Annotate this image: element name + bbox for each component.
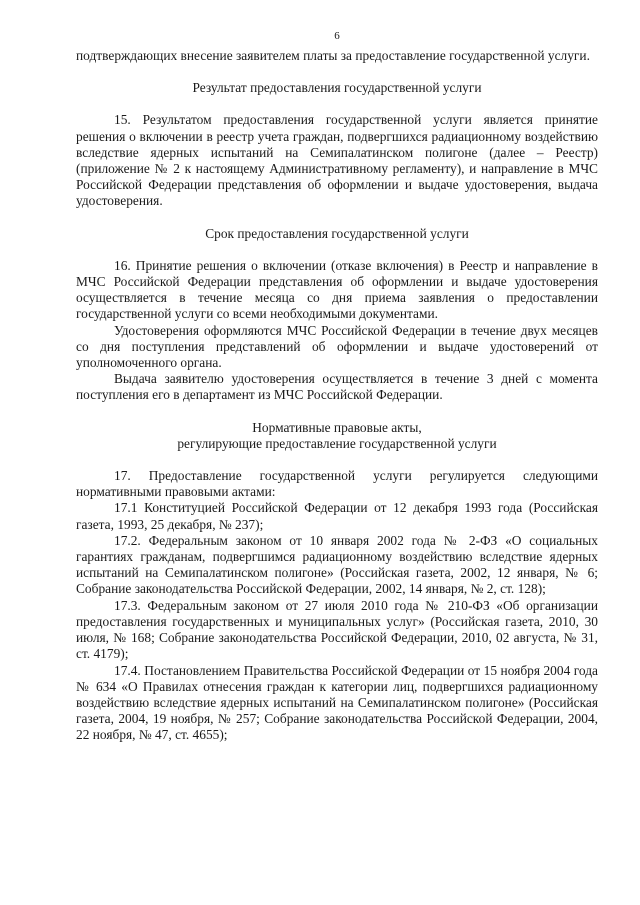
page-number: 6 <box>334 30 340 42</box>
paragraph-17-1: 17.1 Конституцией Российской Федерации от 12 декабря 1993 года (Российская газета, 1993, 25 декабря, № 237); <box>76 500 598 532</box>
heading-term: Срок предоставления государственной услуги <box>205 225 469 241</box>
heading-result: Результат предоставления государственной услуги <box>192 80 482 96</box>
paragraph-17-3: 17.3. Федеральным законом от 27 июля 2010 года № 210-ФЗ «Об организации предоставления государственных и муниципальных услуг» (Российская газета, 2010, 30 июля, № 168; Собрание законодательства Российской Федерации, 2010, 02 августа, № 31, ст. 4179); <box>76 597 598 662</box>
intro-continuation: подтверждающих внесение заявителем платы за предоставление государственной услуги. <box>76 48 590 63</box>
document-body <box>76 48 598 744</box>
heading-legal-acts-line2: регулирующие предоставление государственной услуги <box>177 435 497 451</box>
paragraph-16: 16. Принятие решения о включении (отказе включения) в Реестр и направление в МЧС Российской Федерации представления об оформлении и выдаче удостоверения осуществляется в течение месяца со дня приема заявления о предоставлении государственной услуги со всеми необходимыми документами. <box>76 257 598 322</box>
paragraph-16-issuance: Удостоверения оформляются МЧС Российской Федерации в течение двух месяцев со дня поступления представлений об оформлении и выдаче удостоверений от уполномоченного органа. <box>76 322 598 371</box>
document-page <box>76 0 598 905</box>
paragraph-16-delivery: Выдача заявителю удостоверения осуществляется в течение 3 дней с момента поступления его в департамент из МЧС Российской Федерации. <box>76 371 598 403</box>
heading-legal-acts <box>76 420 598 452</box>
paragraph-15: 15. Результатом предоставления государственной услуги является принятие решения о включении в реестр учета граждан, подвергшихся радиационному воздействию вследствие ядерных испытаний на Семипалатинском полигоне (далее – Реестр) (приложение № 2 к настоящему Административному регламенту), и направление в МЧС Российской Федерации представления об оформлении и выдаче удостоверения, выдача удостоверения. <box>76 112 598 209</box>
paragraph-17: 17. Предоставление государственной услуги регулируется следующими нормативными правовыми актами: <box>76 468 598 500</box>
paragraph-17-2: 17.2. Федеральным законом от 10 января 2002 года № 2-ФЗ «О социальных гарантиях гражданам, подвергшимся радиационному воздействию вследствие ядерных испытаний на Семипалатинском полигоне» (Российская газета, 2002, 12 января, № 6; Собрание законодательства Российской Федерации, 2002, 14 января, № 2, ст. 128); <box>76 532 598 597</box>
paragraph-17-4: 17.4. Постановлением Правительства Российской Федерации от 15 ноября 2004 года № 634 «О Правилах отнесения граждан к категории лиц, подвергшихся радиационному воздействию вследствие ядерных испытаний на Семипалатинском полигоне» (Российская газета, 2004, 19 ноября, № 257; Собрание законодательства Российской Федерации, 2004, 22 ноября, № 47, ст. 4655); <box>76 662 598 743</box>
heading-legal-acts-line1: Нормативные правовые акты, <box>252 419 422 435</box>
